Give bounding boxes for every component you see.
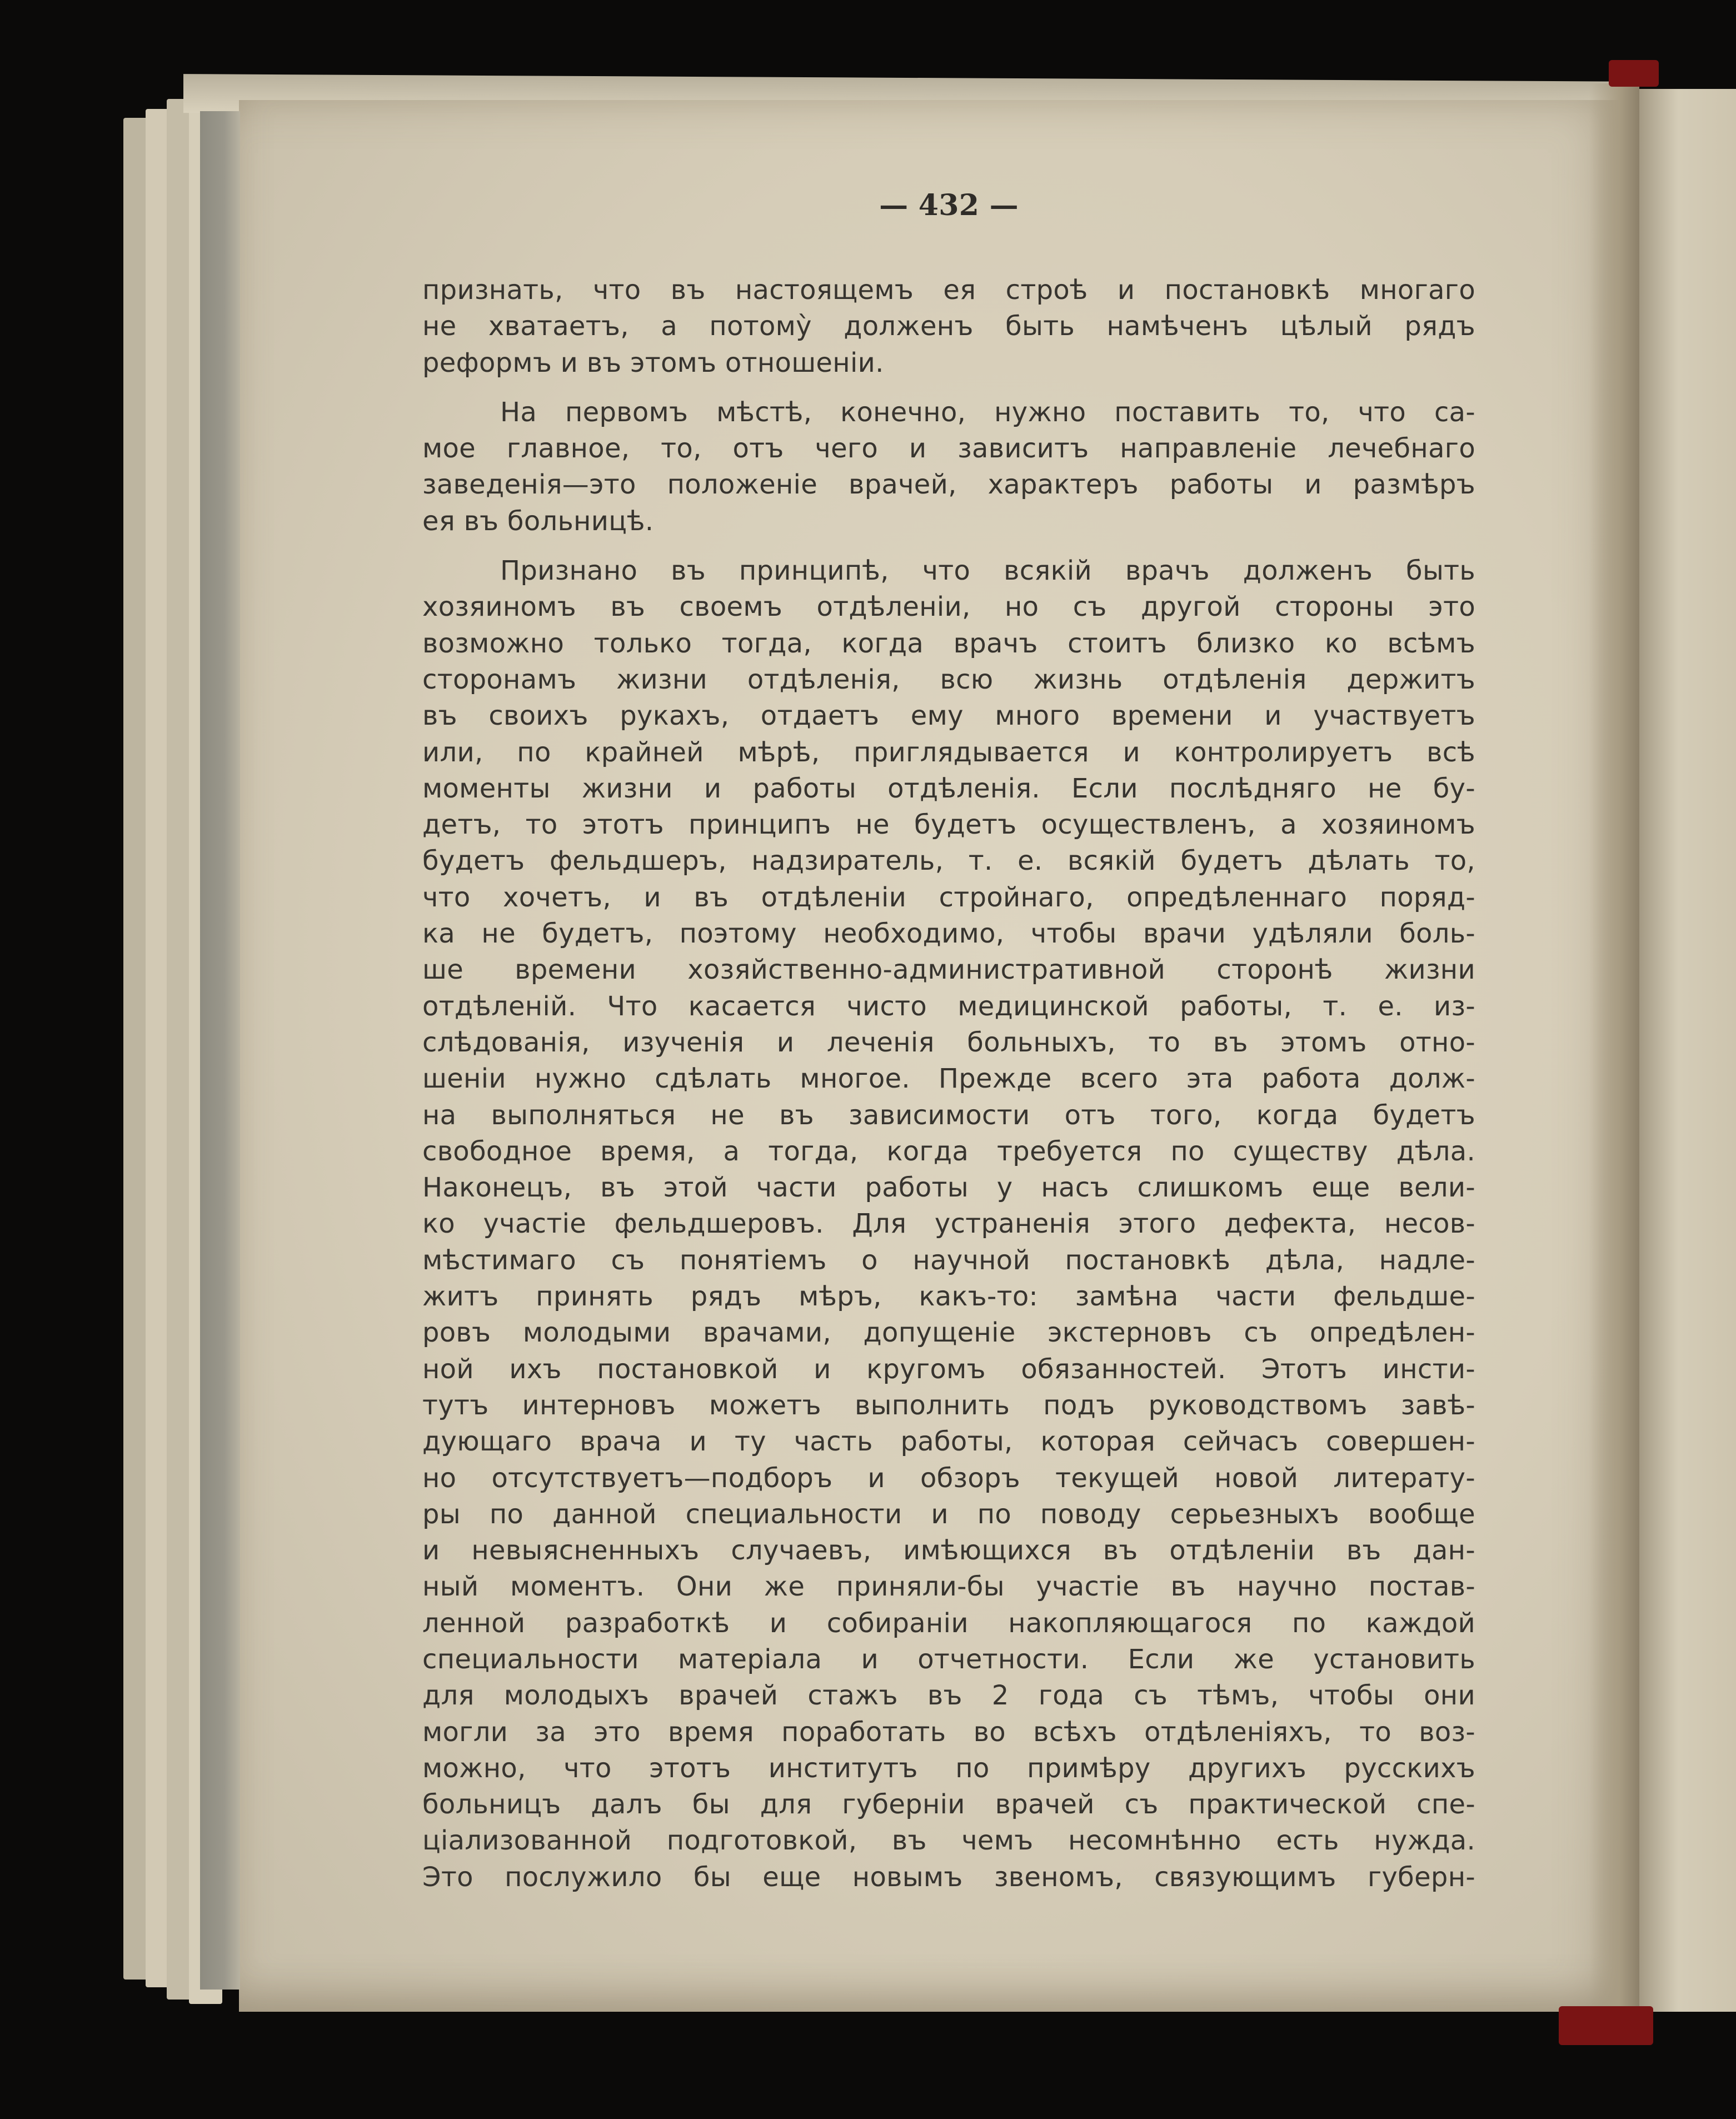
text-line: или, по крайней мѣрѣ, приглядывается и контролируетъ всѣ	[422, 736, 1475, 768]
text-line: ше времени хозяйственно-административной сторонѣ жизни	[422, 954, 1475, 986]
text-line: мое главное, то, отъ чего и зависитъ направленiе лечебнаго	[422, 433, 1475, 465]
text-line: на выполняться не въ зависимости отъ того, когда будетъ	[422, 1099, 1475, 1131]
text-line: хозяиномъ въ своемъ отдѣленiи, но съ другой стороны это	[422, 591, 1475, 623]
text-line: ный моментъ. Они же приняли-бы участiе въ научно постав-	[422, 1571, 1475, 1603]
text-line: въ своихъ рукахъ, отдаетъ ему много времени и участвуетъ	[422, 700, 1475, 732]
text-line: могли за это время поработать во всѣхъ отдѣленiяхъ, то воз-	[422, 1716, 1475, 1748]
ribbon-bookmark-bottom	[1559, 2006, 1653, 2045]
text-line: больницъ далъ бы для губернiи врачей съ практической спе-	[422, 1789, 1475, 1821]
page-number: — 432 —	[879, 188, 1019, 222]
text-line: ко участiе фельдшеровъ. Для устраненiя этого дефекта, несов-	[422, 1208, 1475, 1240]
text-line: детъ, то этотъ принципъ не будетъ осуществленъ, а хозяиномъ	[422, 809, 1475, 841]
ribbon-bookmark-top	[1609, 60, 1659, 87]
text-line: ка не будетъ, поэтому необходимо, чтобы врачи удѣляли боль-	[422, 918, 1475, 950]
text-line: что хочетъ, и въ отдѣленiи стройнаго, опредѣленнаго поряд-	[422, 881, 1475, 913]
text-line: тутъ интерновъ можетъ выполнить подъ руководствомъ завѣ-	[422, 1389, 1475, 1421]
text-line: дующаго врача и ту часть работы, которая сейчасъ совершен-	[422, 1426, 1475, 1458]
text-line: возможно только тогда, когда врачъ стоитъ близко ко всѣмъ	[422, 627, 1475, 659]
text-line: шенiи нужно сдѣлать многое. Прежде всего эта работа долж-	[422, 1063, 1475, 1095]
paragraph-2	[422, 395, 1475, 540]
text-line: заведенiя—это положенiе врачей, характеръ работы и размѣръ	[422, 469, 1475, 501]
paragraph-3	[422, 553, 1475, 1896]
text-line: для молодыхъ врачей стажъ въ 2 года съ тѣмъ, чтобы они	[422, 1680, 1475, 1712]
text-line: ея въ больницѣ.	[422, 505, 654, 537]
text-line: житъ принять рядъ мѣръ, какъ-то: замѣна части фельдше-	[422, 1281, 1475, 1313]
text-line: Наконецъ, въ этой части работы у насъ слишкомъ еще вели-	[422, 1172, 1475, 1204]
text-line: сторонамъ жизни отдѣленiя, всю жизнь отдѣленiя держитъ	[422, 664, 1475, 695]
text-line: ровъ молодыми врачами, допущенiе экстерновъ съ опредѣлен-	[422, 1317, 1475, 1349]
text-line: Это послужило бы еще новымъ звеномъ, связующимъ губерн-	[422, 1861, 1475, 1893]
text-line: признать, что въ настоящемъ ея строѣ и постановкѣ многаго	[422, 275, 1475, 306]
text-line: ленной разработкѣ и собиранiи накопляющагося по каждой	[422, 1607, 1475, 1639]
text-line: но отсутствуетъ—подборъ и обзоръ текущей новой литерату-	[422, 1462, 1475, 1494]
paragraph-1	[422, 272, 1475, 381]
text-line: и невыясненныхъ случаевъ, имѣющихся въ отдѣленiи въ дан-	[422, 1535, 1475, 1567]
text-line: специальности матерiала и отчетности. Если же установить	[422, 1643, 1475, 1675]
text-line: свободное время, а тогда, когда требуется по существу дѣла.	[422, 1135, 1475, 1167]
facing-page	[1639, 89, 1736, 2012]
text-line: мѣстимаго съ понятiемъ о научной постановкѣ дѣла, надле-	[422, 1244, 1475, 1276]
text-line: ры по данной специальности и по поводу серьезныхъ вообще	[422, 1498, 1475, 1530]
book-gutter	[1589, 83, 1639, 2012]
text-line: ной ихъ постановкой и кругомъ обязанностей. Этотъ инсти-	[422, 1353, 1475, 1385]
text-line: будетъ фельдшеръ, надзиратель, т. е. всякiй будетъ дѣлать то,	[422, 845, 1475, 877]
text-line: моменты жизни и работы отдѣленiя. Если послѣдняго не бу-	[422, 772, 1475, 804]
text-line: реформъ и въ этомъ отношенiи.	[422, 347, 884, 378]
text-line: не хватаетъ, а потому̀ долженъ быть намѣченъ цѣлый рядъ	[422, 311, 1475, 342]
text-line: можно, что этотъ институтъ по примѣру другихъ русскихъ	[422, 1752, 1475, 1784]
text-line: Признано въ принципѣ, что всякiй врачъ долженъ быть	[500, 555, 1475, 587]
page-shadow-band	[200, 111, 240, 1990]
text-line: цiализованной подготовкой, въ чемъ несомнѣнно есть нужда.	[422, 1825, 1475, 1857]
text-line: На первомъ мѣстѣ, конечно, нужно поставить то, что са-	[500, 396, 1475, 428]
text-line: отдѣленiй. Что касается чисто медицинской работы, т. е. из-	[422, 990, 1475, 1022]
text-line: слѣдованiя, изученiя и леченiя больныхъ, то въ этомъ отно-	[422, 1026, 1475, 1058]
body-text	[422, 272, 1475, 1896]
